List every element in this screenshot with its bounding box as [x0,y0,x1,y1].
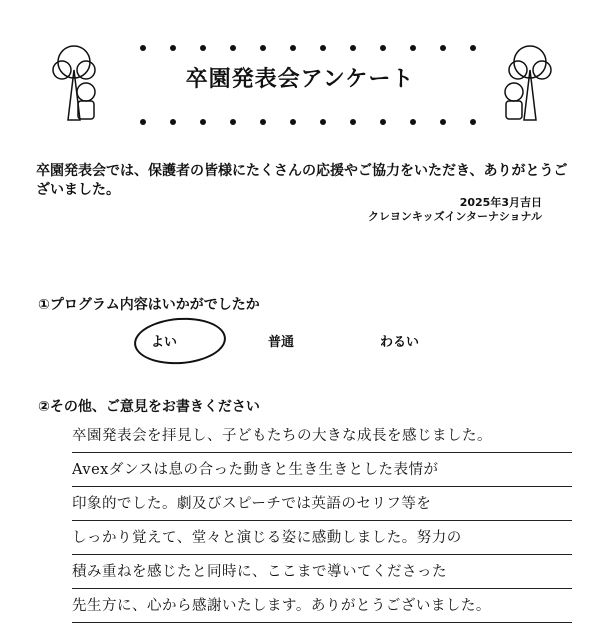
answer-line: 先生方に、心から感謝いたします。ありがとうございました。 [72,592,572,623]
organization-name: クレヨンキッズインターナショナル [367,210,542,223]
intro-text: 卒園発表会では、保護者の皆様にたくさんの応援やご協力をいただき、ありがとうございました。 [36,163,568,198]
option-average[interactable]: 普通 [268,335,295,350]
selected-option-circle [133,315,228,367]
answer-line: 卒園発表会を拝見し、子どもたちの大きな成長を感じました。 [72,422,572,453]
handwritten-answer [72,422,572,626]
page-title: 卒園発表会アンケート [185,67,415,92]
question-2-label: ②その他、ご意見をお書きください [38,399,260,415]
answer-line: しっかり覚えて、堂々と演じる姿に感動しました。努力の [72,524,572,555]
answer-line: Avexダンスは息の合った動きと生き生きとした表情が [72,456,572,487]
answer-line: 印象的でした。劇及びスピーチでは英語のセリフ等を [72,490,572,521]
answer-line: 積み重ねを感じたと同時に、ここまで導いてくださった [72,558,572,589]
option-bad[interactable]: わるい [380,335,420,350]
option-good[interactable]: よい [151,335,178,350]
date-text: 2025年3月吉日 [459,196,542,209]
question-1-label: ①プログラム内容はいかがでしたか [38,297,260,313]
